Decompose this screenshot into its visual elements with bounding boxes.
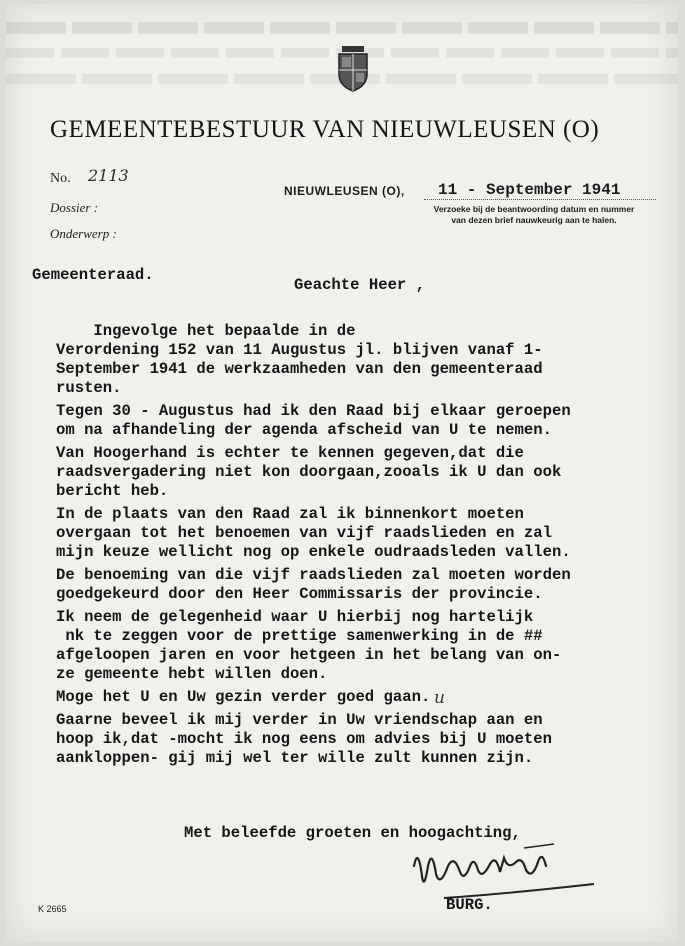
letter-line: afgeloopen jaren en voor hetgeen in het belang van on-	[56, 646, 562, 664]
letter-line: overgaan tot het benoemen van vijf raadslieden en zal	[56, 524, 552, 542]
handwritten-signature	[404, 836, 604, 906]
letter-line: aankloppen- gij mij wel ter wille zult kunnen zijn.	[56, 749, 534, 767]
letter-body	[56, 322, 676, 772]
letter-line: De benoeming van die vijf raadslieden zal moeten worden	[56, 566, 571, 584]
letter-line: Tegen 30 - Augustus had ik den Raad bij elkaar geroepen	[56, 402, 571, 420]
letter-paragraph	[56, 688, 676, 707]
municipal-coat-of-arms-icon	[336, 46, 370, 92]
letter-line: ze gemeente hebt willen doen.	[56, 665, 328, 683]
letter-line: raadsvergadering niet kon doorgaan,zooals ik U dan ook	[56, 463, 562, 481]
bleed-through	[6, 22, 678, 34]
letter-line: In de plaats van den Raad zal ik binnenkort moeten	[56, 505, 524, 523]
letter-line: hoop ik,dat -mocht ik nog eens om advies bij U moeten	[56, 730, 552, 748]
letter-line: Gaarne beveel ik mij verder in Uw vriendschap aan en	[56, 711, 543, 729]
letter-paragraph	[56, 711, 676, 768]
letter-line: Ik neem de gelegenheid waar U hierbij nog hartelijk	[56, 608, 534, 626]
number-label: No.	[50, 171, 71, 186]
date-dotted-line	[424, 199, 656, 200]
signatory-title: BURG.	[446, 896, 493, 914]
letter-paragraph	[56, 444, 676, 501]
letter-page	[6, 4, 678, 942]
letter-paragraph	[56, 505, 676, 562]
reply-instruction	[404, 204, 664, 226]
letter-line: Moge het U en Uw gezin verder goed gaan.	[56, 688, 431, 706]
reply-instruction-line: van dezen brief nauwkeurig aan te halen.	[451, 215, 617, 225]
handwritten-correction: u	[434, 688, 445, 708]
letter-line: om na afhandeling der agenda afscheid van U te nemen.	[56, 421, 552, 439]
reply-instruction-line: Verzoeke bij de beantwoording datum en nummer	[433, 204, 635, 214]
letter-line: Van Hoogerhand is echter te kennen gegeven,dat die	[56, 444, 524, 462]
dossier-label: Dossier :	[50, 200, 99, 215]
letter-date: 11 - September 1941	[438, 181, 621, 199]
number-value: 2113	[88, 166, 129, 185]
letter-line: bericht heb.	[56, 482, 169, 500]
letter-line: September 1941 de werkzaamheden van den gemeenteraad	[56, 360, 543, 378]
letter-paragraph	[56, 322, 676, 398]
addressee: Gemeenteraad.	[32, 266, 154, 284]
place-of-writing: NIEUWLEUSEN (O),	[284, 184, 405, 198]
letter-line: rusten.	[56, 379, 122, 397]
letter-line: Verordening 152 van 11 Augustus jl. blijven vanaf 1-	[56, 341, 543, 359]
letter-paragraph	[56, 608, 676, 684]
letter-line: goedgekeurd door den Heer Commissaris der provincie.	[56, 585, 543, 603]
municipality-title: GEMEENTEBESTUUR VAN NIEUWLEUSEN (O)	[50, 116, 600, 143]
letter-line: nk te zeggen voor de prettige samenwerking in de ##	[56, 627, 543, 645]
letter-line: Ingevolge het bepaalde in de	[56, 322, 356, 340]
onderwerp-label: Onderwerp :	[50, 226, 117, 241]
letter-paragraph	[56, 402, 676, 440]
letter-paragraph	[56, 566, 676, 604]
closing-formula: Met beleefde groeten en hoogachting,	[184, 824, 521, 842]
salutation: Geachte Heer ,	[294, 276, 426, 294]
form-code: K 2665	[38, 904, 67, 914]
letter-line: mijn keuze wellicht nog op enkele oudraadsleden vallen.	[56, 543, 571, 561]
